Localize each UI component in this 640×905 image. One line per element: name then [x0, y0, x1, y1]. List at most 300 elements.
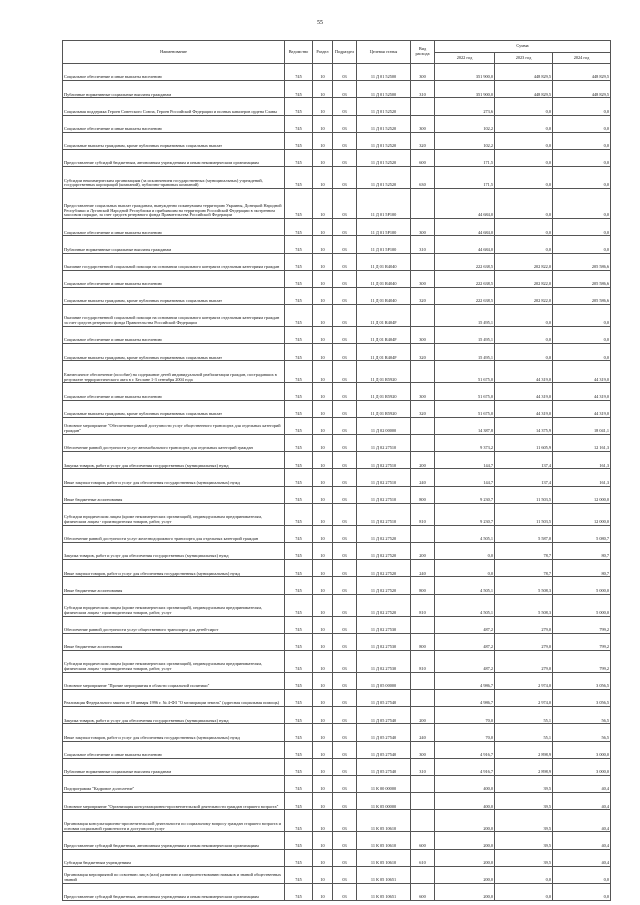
- row-2024: 44 319,0: [553, 383, 611, 400]
- row-2024: 0,0: [553, 327, 611, 344]
- row-2024: 205 586,6: [553, 287, 611, 304]
- row-2024: 5 000,0: [553, 594, 611, 616]
- row-podrazdel: 03: [333, 167, 357, 189]
- row-vid: 200: [411, 707, 435, 724]
- row-2024: 3 000,0: [553, 741, 611, 758]
- row-podrazdel: 03: [333, 305, 357, 327]
- row-2022: 4 505,1: [435, 594, 495, 616]
- row-name: Социальные выплаты гражданам, кроме публичных нормативных социальных выплат: [63, 400, 285, 417]
- row-razdel: 10: [313, 219, 333, 236]
- row-podrazdel: 03: [333, 98, 357, 115]
- row-vid: [411, 98, 435, 115]
- row-2024: 0,0: [553, 115, 611, 132]
- row-2024: 448 829,5: [553, 64, 611, 81]
- row-name: Закупка товаров, работ и услуг для обеспечения государственных (муниципальных) нужд: [63, 707, 285, 724]
- row-2023: 11 503,5: [495, 486, 553, 503]
- row-podrazdel: 03: [333, 793, 357, 810]
- row-name: Ежемесячное обеспечение (пособие) на содержание детей индивидуальной реабилитации граждан, пострадавших в результате террористического акта в г. Беслане 1-3 сентября 2004 года: [63, 361, 285, 383]
- row-vid: 200: [411, 542, 435, 559]
- table-row: [63, 741, 611, 758]
- row-vedomstvo: 745: [285, 560, 313, 577]
- row-podrazdel: 03: [333, 724, 357, 741]
- row-2022: 222 638,5: [435, 287, 495, 304]
- row-2022: 70,0: [435, 724, 495, 741]
- row-2022: 9 230,7: [435, 503, 495, 525]
- row-2024: 12 000,0: [553, 486, 611, 503]
- row-vid: 600: [411, 883, 435, 900]
- row-razdel: 10: [313, 849, 333, 866]
- row-name: Субсидии юридическим лицам (кроме некоммерческих организаций), индивидуальным предпринимателям, физическим лицам - производителям товаров, работ, услуг: [63, 594, 285, 616]
- row-name: Закупка товаров, работ и услуг для обеспечения государственных (муниципальных) нужд: [63, 452, 285, 469]
- row-2022: 171,5: [435, 167, 495, 189]
- row-2023: 0,0: [495, 305, 553, 327]
- row-razdel: 10: [313, 633, 333, 650]
- row-2022: 102,2: [435, 132, 495, 149]
- row-name: Субсидии юридическим лицам (кроме некоммерческих организаций), индивидуальным предпринимателям, физическим лицам - производителям товаров, работ, услуг: [63, 503, 285, 525]
- row-2024: 0,0: [553, 236, 611, 253]
- row-2024: 0,0: [553, 344, 611, 361]
- row-2024: 40,4: [553, 849, 611, 866]
- table-row: [63, 287, 611, 304]
- row-vid: 310: [411, 758, 435, 775]
- row-2024: 161,3: [553, 452, 611, 469]
- table-row: [63, 270, 611, 287]
- row-2023: 11 605,9: [495, 435, 553, 452]
- row-vid: 320: [411, 400, 435, 417]
- row-podrazdel: 03: [333, 253, 357, 270]
- table-row: [63, 344, 611, 361]
- row-podrazdel: 03: [333, 344, 357, 361]
- row-vid: 320: [411, 287, 435, 304]
- row-name: Социальное обеспечение и иные выплаты населению: [63, 115, 285, 132]
- row-csr: 11 Д 01 5Р100: [357, 236, 411, 253]
- row-razdel: 10: [313, 64, 333, 81]
- row-2022: 4 986,7: [435, 690, 495, 707]
- table-row: [63, 189, 611, 219]
- row-2022: 171,5: [435, 149, 495, 166]
- row-2023: 0,0: [495, 167, 553, 189]
- row-2023: 279,0: [495, 633, 553, 650]
- row-vid: 810: [411, 503, 435, 525]
- row-csr: 11 К 05 00000: [357, 793, 411, 810]
- row-name: Основное мероприятие "Организация консультационно-просветительской деятельности граждан старшего возраста": [63, 793, 285, 810]
- row-2023: 5 508,3: [495, 577, 553, 594]
- row-2022: 51 675,0: [435, 361, 495, 383]
- row-podrazdel: 03: [333, 503, 357, 525]
- row-csr: 11 Д 01 52520: [357, 132, 411, 149]
- row-vid: 600: [411, 149, 435, 166]
- table-row: [63, 542, 611, 559]
- row-name: Иные закупки товаров, работ и услуг для обеспечения государственных (муниципальных) нужд: [63, 560, 285, 577]
- row-name: Закупка товаров, работ и услуг для обеспечения государственных (муниципальных) нужд: [63, 542, 285, 559]
- row-2023: 448 829,5: [495, 81, 553, 98]
- table-row: [63, 81, 611, 98]
- row-podrazdel: 03: [333, 577, 357, 594]
- table-row: [63, 594, 611, 616]
- row-2023: 279,0: [495, 650, 553, 672]
- row-csr: 11 Д 02 27510: [357, 469, 411, 486]
- row-vid: 240: [411, 469, 435, 486]
- row-2023: 202 822,0: [495, 270, 553, 287]
- table-row: [63, 149, 611, 166]
- row-2024: 3 000,0: [553, 758, 611, 775]
- row-razdel: 10: [313, 115, 333, 132]
- row-razdel: 10: [313, 305, 333, 327]
- table-row: [63, 758, 611, 775]
- row-razdel: 10: [313, 98, 333, 115]
- table-row: [63, 132, 611, 149]
- row-razdel: 10: [313, 327, 333, 344]
- row-vid: [411, 253, 435, 270]
- row-vedomstvo: 745: [285, 690, 313, 707]
- row-2024: 12 161,3: [553, 435, 611, 452]
- row-podrazdel: 03: [333, 594, 357, 616]
- row-vid: 600: [411, 832, 435, 849]
- header-podrazdel: Подраздел: [333, 41, 357, 64]
- row-csr: 11 Д 01 5Р100: [357, 189, 411, 219]
- row-2022: 273,6: [435, 98, 495, 115]
- row-podrazdel: 03: [333, 883, 357, 900]
- row-name: Публичные нормативные социальные выплаты гражданам: [63, 236, 285, 253]
- row-vid: [411, 417, 435, 434]
- row-razdel: 10: [313, 236, 333, 253]
- row-2022: 44 684,0: [435, 219, 495, 236]
- row-razdel: 10: [313, 690, 333, 707]
- row-razdel: 10: [313, 832, 333, 849]
- row-podrazdel: 03: [333, 560, 357, 577]
- row-vedomstvo: 745: [285, 525, 313, 542]
- row-csr: 11 Д 02 27530: [357, 650, 411, 672]
- row-podrazdel: 03: [333, 849, 357, 866]
- row-2024: 448 829,5: [553, 81, 611, 98]
- row-2022: 44 684,0: [435, 189, 495, 219]
- row-2023: 0,0: [495, 98, 553, 115]
- row-2022: 487,2: [435, 616, 495, 633]
- row-2023: 5 587,0: [495, 525, 553, 542]
- row-csr: 11 Д 05 27540: [357, 724, 411, 741]
- row-2023: 78,7: [495, 542, 553, 559]
- row-2022: 44 684,0: [435, 236, 495, 253]
- row-2022: 351 900,0: [435, 81, 495, 98]
- row-vedomstvo: 745: [285, 253, 313, 270]
- row-podrazdel: 03: [333, 741, 357, 758]
- row-name: Предоставление субсидий бюджетным, автономным учреждениям и иным некоммерческим организациям: [63, 883, 285, 900]
- row-csr: 11 Д 02 27510: [357, 435, 411, 452]
- row-2024: 40,4: [553, 832, 611, 849]
- row-2024: 12 000,0: [553, 503, 611, 525]
- row-2024: 5 080,7: [553, 525, 611, 542]
- row-2022: 9 230,7: [435, 486, 495, 503]
- row-csr: 11 Д 01 R404F: [357, 327, 411, 344]
- row-csr: 11 К 00 00000: [357, 776, 411, 793]
- row-csr: 11 Д 02 27520: [357, 577, 411, 594]
- row-vedomstvo: 745: [285, 64, 313, 81]
- row-csr: 11 Д 01 R5920: [357, 400, 411, 417]
- row-2023: 39,5: [495, 776, 553, 793]
- row-name: Подпрограмма "Кадровое долголетие": [63, 776, 285, 793]
- row-vedomstvo: 745: [285, 810, 313, 832]
- row-name: Организация консультационно-просветительской деятельности по социальному вопросу граждан старшего возраста и основам социальной грамотности и доступности услуг: [63, 810, 285, 832]
- table-row: [63, 690, 611, 707]
- row-razdel: 10: [313, 503, 333, 525]
- row-csr: 11 Д 05 27540: [357, 758, 411, 775]
- row-vedomstvo: 745: [285, 633, 313, 650]
- row-2024: 56,5: [553, 707, 611, 724]
- row-2023: 2 974,0: [495, 690, 553, 707]
- row-2024: 0,0: [553, 305, 611, 327]
- row-2023: 39,5: [495, 832, 553, 849]
- row-2022: 487,2: [435, 650, 495, 672]
- row-podrazdel: 03: [333, 189, 357, 219]
- table-row: [63, 724, 611, 741]
- row-razdel: 10: [313, 594, 333, 616]
- row-vid: 800: [411, 486, 435, 503]
- row-2022: 4 986,7: [435, 672, 495, 689]
- row-csr: 11 Д 02 27510: [357, 452, 411, 469]
- row-vid: [411, 189, 435, 219]
- row-2023: 2 898,9: [495, 758, 553, 775]
- table-row: [63, 832, 611, 849]
- row-podrazdel: 03: [333, 469, 357, 486]
- row-vid: [411, 866, 435, 883]
- table-row: [63, 503, 611, 525]
- row-2024: 40,4: [553, 793, 611, 810]
- row-vid: 300: [411, 219, 435, 236]
- header-razdel: Раздел: [313, 41, 333, 64]
- row-csr: 11 К 05 10651: [357, 866, 411, 883]
- row-podrazdel: 03: [333, 542, 357, 559]
- table-row: [63, 866, 611, 883]
- row-2023: 279,0: [495, 616, 553, 633]
- table-row: [63, 883, 611, 900]
- row-2022: 0,0: [435, 542, 495, 559]
- table-row: [63, 361, 611, 383]
- row-2023: 44 319,0: [495, 400, 553, 417]
- table-row: [63, 452, 611, 469]
- table-row: [63, 849, 611, 866]
- row-csr: 11 Д 02 00000: [357, 417, 411, 434]
- row-csr: 11 Д 05 27540: [357, 690, 411, 707]
- row-vid: [411, 672, 435, 689]
- table-row: [63, 525, 611, 542]
- row-vedomstvo: 745: [285, 98, 313, 115]
- row-podrazdel: 03: [333, 327, 357, 344]
- row-podrazdel: 03: [333, 452, 357, 469]
- row-name: Субсидии юридическим лицам (кроме некоммерческих организаций), индивидуальным предпринимателям, физическим лицам - производителям товаров, работ, услуг: [63, 650, 285, 672]
- row-2024: 799,2: [553, 633, 611, 650]
- row-csr: 11 Д 02 27520: [357, 525, 411, 542]
- row-razdel: 10: [313, 741, 333, 758]
- row-vedomstvo: 745: [285, 486, 313, 503]
- row-2022: 200,0: [435, 849, 495, 866]
- row-name: Социальное обеспечение и иные выплаты населению: [63, 327, 285, 344]
- row-vedomstvo: 745: [285, 189, 313, 219]
- row-csr: 11 Д 01 52500: [357, 64, 411, 81]
- row-name: Субсидии бюджетным учреждениям: [63, 849, 285, 866]
- row-podrazdel: 03: [333, 64, 357, 81]
- row-razdel: 10: [313, 542, 333, 559]
- row-razdel: 10: [313, 776, 333, 793]
- row-csr: 11 К 05 10610: [357, 849, 411, 866]
- row-csr: 11 Д 02 27510: [357, 486, 411, 503]
- row-razdel: 10: [313, 469, 333, 486]
- row-csr: 11 Д 05 27540: [357, 707, 411, 724]
- row-podrazdel: 03: [333, 690, 357, 707]
- row-2023: 448 829,5: [495, 64, 553, 81]
- header-2023: 2023 год: [495, 53, 553, 64]
- row-vedomstvo: 745: [285, 741, 313, 758]
- row-vid: 200: [411, 452, 435, 469]
- header-2024: 2024 год: [553, 53, 611, 64]
- row-2024: 205 586,6: [553, 270, 611, 287]
- row-2024: 40,4: [553, 776, 611, 793]
- row-2022: 200,0: [435, 832, 495, 849]
- page-number: 55: [317, 20, 323, 26]
- row-2024: 0,0: [553, 883, 611, 900]
- row-vedomstvo: 745: [285, 132, 313, 149]
- table-row: [63, 327, 611, 344]
- row-csr: 11 Д 02 27510: [357, 503, 411, 525]
- row-podrazdel: 03: [333, 633, 357, 650]
- row-2023: 137,4: [495, 469, 553, 486]
- row-vid: 810: [411, 650, 435, 672]
- table-body: [63, 64, 611, 901]
- row-2023: 2 974,0: [495, 672, 553, 689]
- row-razdel: 10: [313, 616, 333, 633]
- row-razdel: 10: [313, 758, 333, 775]
- row-vedomstvo: 745: [285, 594, 313, 616]
- row-2022: 4 505,1: [435, 577, 495, 594]
- row-csr: 11 Д 01 R404F: [357, 344, 411, 361]
- row-razdel: 10: [313, 435, 333, 452]
- row-podrazdel: 03: [333, 486, 357, 503]
- row-name: Предоставление субсидий бюджетным, автономным учреждениям и иным некоммерческим организациям: [63, 832, 285, 849]
- row-name: Субсидии некоммерческим организациям (за исключением государственных (муниципальных) учреждений, государственных корпораций (компаний), публично-правовых компаний): [63, 167, 285, 189]
- row-2022: 15 495,1: [435, 344, 495, 361]
- row-2022: 351 900,0: [435, 64, 495, 81]
- row-2023: 202 822,0: [495, 253, 553, 270]
- row-vid: [411, 810, 435, 832]
- row-vedomstvo: 745: [285, 503, 313, 525]
- row-razdel: 10: [313, 672, 333, 689]
- row-podrazdel: 03: [333, 287, 357, 304]
- table-row: [63, 98, 611, 115]
- row-2024: 44 319,0: [553, 361, 611, 383]
- row-podrazdel: 03: [333, 270, 357, 287]
- row-2024: 80,7: [553, 560, 611, 577]
- row-razdel: 10: [313, 417, 333, 434]
- row-vid: [411, 793, 435, 810]
- row-razdel: 10: [313, 81, 333, 98]
- row-2024: 0,0: [553, 167, 611, 189]
- row-vedomstvo: 745: [285, 793, 313, 810]
- row-2022: 4 916,7: [435, 758, 495, 775]
- row-2024: 0,0: [553, 866, 611, 883]
- row-2023: 0,0: [495, 883, 553, 900]
- table-row: [63, 167, 611, 189]
- row-name: Реализация Федерального закона от 10 января 1996 г. № 4-ФЗ "О мелиорации земель" (адресная социальная помощь): [63, 690, 285, 707]
- row-name: Иные закупки товаров, работ и услуг для обеспечения государственных (муниципальных) нужд: [63, 724, 285, 741]
- row-2022: 200,0: [435, 810, 495, 832]
- row-2023: 0,0: [495, 189, 553, 219]
- table-row: [63, 219, 611, 236]
- row-name: Социальное обеспечение и иные выплаты населению: [63, 741, 285, 758]
- row-vedomstvo: 745: [285, 383, 313, 400]
- row-vedomstvo: 745: [285, 672, 313, 689]
- row-vedomstvo: 745: [285, 469, 313, 486]
- row-csr: 11 Д 02 27520: [357, 542, 411, 559]
- row-name: Иные бюджетные ассигнования: [63, 577, 285, 594]
- row-podrazdel: 03: [333, 758, 357, 775]
- row-2022: 200,0: [435, 883, 495, 900]
- table-row: [63, 400, 611, 417]
- row-2022: 222 638,5: [435, 270, 495, 287]
- row-2022: 9 373,2: [435, 435, 495, 452]
- row-2024: 40,4: [553, 810, 611, 832]
- row-csr: 11 Д 02 27520: [357, 594, 411, 616]
- row-podrazdel: 03: [333, 866, 357, 883]
- row-csr: 11 Д 01 R5920: [357, 383, 411, 400]
- row-podrazdel: 03: [333, 149, 357, 166]
- row-vid: [411, 361, 435, 383]
- row-vedomstvo: 745: [285, 344, 313, 361]
- row-vid: [411, 525, 435, 542]
- row-name: Социальные выплаты гражданам, кроме публичных нормативных социальных выплат: [63, 287, 285, 304]
- row-vid: 800: [411, 633, 435, 650]
- row-2024: 799,2: [553, 650, 611, 672]
- row-2023: 0,0: [495, 344, 553, 361]
- row-vedomstvo: 745: [285, 305, 313, 327]
- row-2023: 78,7: [495, 560, 553, 577]
- row-2022: 144,7: [435, 469, 495, 486]
- row-razdel: 10: [313, 344, 333, 361]
- row-razdel: 10: [313, 883, 333, 900]
- row-razdel: 10: [313, 707, 333, 724]
- row-csr: 11 Д 01 R4040: [357, 253, 411, 270]
- row-name: Основное мероприятие "Обеспечение равной доступности услуг общественного транспорта для отдельных категорий граждан": [63, 417, 285, 434]
- row-2023: 14 375,9: [495, 417, 553, 434]
- row-csr: 11 Д 01 R5920: [357, 361, 411, 383]
- row-csr: 11 Д 05 00000: [357, 672, 411, 689]
- row-vedomstvo: 745: [285, 236, 313, 253]
- row-razdel: 10: [313, 253, 333, 270]
- row-name: Социальные выплаты гражданам, кроме публичных нормативных социальных выплат: [63, 132, 285, 149]
- row-2023: 39,5: [495, 810, 553, 832]
- row-2024: 0,0: [553, 98, 611, 115]
- row-vedomstvo: 745: [285, 883, 313, 900]
- row-csr: 11 Д 01 52520: [357, 98, 411, 115]
- row-podrazdel: 03: [333, 672, 357, 689]
- table-row: [63, 672, 611, 689]
- row-2024: 0,0: [553, 219, 611, 236]
- row-2024: 18 041,1: [553, 417, 611, 434]
- row-csr: 11 Д 01 R4040: [357, 287, 411, 304]
- row-2023: 44 319,0: [495, 361, 553, 383]
- header-vedomstvo: Ведомство: [285, 41, 313, 64]
- row-2023: 39,5: [495, 849, 553, 866]
- row-2023: 0,0: [495, 149, 553, 166]
- row-vedomstvo: 745: [285, 115, 313, 132]
- row-name: Социальные выплаты гражданам, кроме публичных нормативных социальных выплат: [63, 344, 285, 361]
- row-csr: 11 К 05 10610: [357, 832, 411, 849]
- row-vedomstvo: 745: [285, 149, 313, 166]
- row-name: Обеспечение равной доступности услуг автомобильного транспорта для отдельных категорий граждан: [63, 435, 285, 452]
- row-2022: 4 916,7: [435, 741, 495, 758]
- row-2022: 15 495,1: [435, 327, 495, 344]
- row-razdel: 10: [313, 287, 333, 304]
- row-name: Оказание государственной социальной помощи на основании социального контракта отдельным категориям граждан за счет средств резервного фонда Правительства Российской Федерации: [63, 305, 285, 327]
- row-2023: 55,1: [495, 724, 553, 741]
